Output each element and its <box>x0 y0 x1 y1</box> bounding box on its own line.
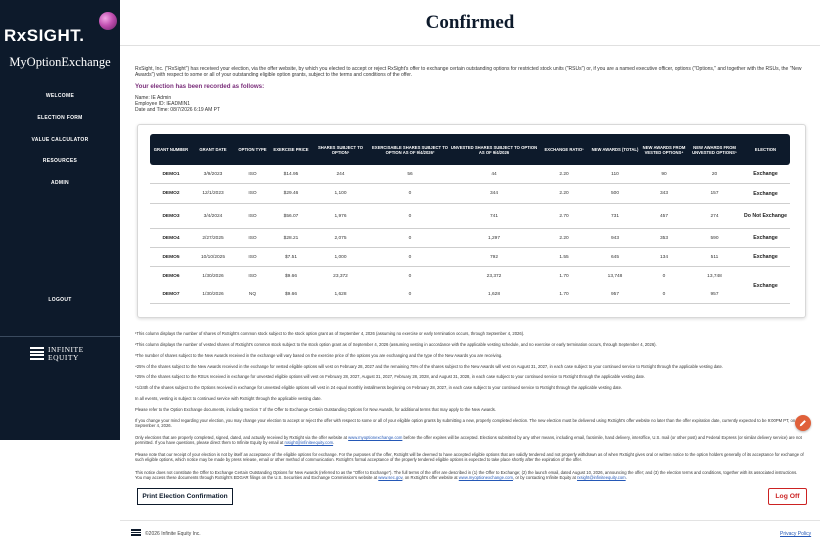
cell-unvested-new: 20 <box>711 171 718 177</box>
terms-note-text-a: This notice does not constitute the Offer to Exchange Certain Outstanding Options for New Awards (referred to as the "Offer to Exchange"). The full terms of the offer are described in (1) the Offer to Exchange; (2) the launch email, dated August 10, 2026, announcing the offer; and (3) the election terms and conditions, together with its associated instructions. You may access these documents through RxSight's EDGAR filings on the U.S. Securities and Exchange Commission's website at <box>135 470 798 481</box>
cell-type: ISO <box>248 191 257 196</box>
receipt-note: Please note that our receipt of your election is not by itself an acceptance of the eligible options for exchange. For the purposes of the offer, RxSight will be deemed to have accepted eligible options that are validly tendered and not properly withdrawn as of when RxSight gives oral or written notice to the option holders generally of its acceptance for exchange of such eligible options, which notice may be made by press release, email or other method of communication. RxSight's formal acceptance of the properly tendered eligible options is expected to take place shortly after the expiration of the offer. <box>135 452 804 463</box>
cell-total: 943 <box>610 235 619 241</box>
footer-divider <box>120 520 820 521</box>
cell-price: $28.21 <box>283 235 299 241</box>
th-exercisable-shares: EXERCISABLE SHARES SUBJECT TO OPTION AS OF 9/4/2026² <box>371 144 448 155</box>
nav-logout[interactable]: LOGOUT <box>48 297 72 303</box>
table-row <box>150 165 790 184</box>
cell-vested-new: 0 <box>662 291 666 297</box>
cell-vested-new: 90 <box>661 171 667 177</box>
cell-exercisable: 0 <box>408 254 412 260</box>
cell-vested-new: 457 <box>659 213 668 219</box>
terms-note-text-d: . <box>625 475 627 481</box>
terms-note-text-b: , on RxSight's offer website at <box>402 475 459 481</box>
cell-unvested: 344 <box>489 191 498 196</box>
log-off-button[interactable]: Log Off <box>768 488 807 505</box>
info-name: Name: IE Admin <box>135 95 172 101</box>
privacy-policy-link[interactable]: Privacy Policy <box>780 531 812 537</box>
cell-exercisable: 0 <box>408 273 412 279</box>
th-election: ELECTION <box>754 147 777 152</box>
pencil-icon <box>799 419 807 427</box>
cell-ratio: 2.70 <box>559 213 569 219</box>
cell-unvested-new: 590 <box>710 235 719 241</box>
intro-text: RxSight, Inc. ("RxSight") has received your election, via the offer website, by which you elected to accept or reject RxSight's offer to exchange certain outstanding options for restricted stock units ("RSUs") or, if you are a named executive officer, options ("Options," and together with the RSUs, the "New Awards") with respect to some or all of your outstanding eligible option grants, subject to the terms and conditions of the offer. <box>135 66 802 79</box>
cell-unvested: 44 <box>491 171 497 177</box>
logo-orb-icon <box>99 12 117 30</box>
cell-type: ISO <box>248 213 257 219</box>
cell-election: Do Not Exchange <box>744 213 787 219</box>
cell-price: $9.66 <box>284 273 297 279</box>
offer-website-link-2[interactable]: www.myoptionexchange.com <box>458 475 513 481</box>
table-row <box>150 184 790 204</box>
cell-price: $56.07 <box>283 213 299 219</box>
cell-election: Exchange <box>753 282 778 289</box>
elections-accepted-note <box>135 435 805 446</box>
cell-grant: DEMO2 <box>162 191 180 196</box>
cell-ratio: 1.70 <box>559 291 569 297</box>
cell-grant: DEMO6 <box>162 273 180 279</box>
cell-exercisable: 0 <box>408 235 412 241</box>
elections-note-text-b: before the offer expires will be accepted. Elections submitted by any other means, including email, facsimile, hand delivery, interoffice, U.S. mail (or other post) and Federal Express (or similar delivery service) are not permitted. If you have questions, please direct them to Infinite Equity by email at <box>135 435 802 446</box>
th-grant-number: GRANT NUMBER <box>153 147 189 152</box>
cell-total: 731 <box>610 213 619 219</box>
vesting-note: In all events, vesting is subject to continued service with RxSight through the applicable vesting date. <box>135 396 322 401</box>
cell-total: 500 <box>610 191 619 196</box>
cell-type: ISO <box>248 254 257 260</box>
cell-shares: 1,628 <box>334 291 347 297</box>
election-table-header <box>150 134 790 165</box>
th-exchange-ratio: EXCHANGE RATIO³ <box>544 147 584 152</box>
partner-line1: INFINITE <box>48 345 84 354</box>
table-row <box>150 229 790 248</box>
cell-election: Exchange <box>753 171 778 177</box>
footnote-3: ³The number of shares subject to the New Awards received in the exchange will vary based on the exercise price of the options you are exchanging and the type of the New Awards you are receiving. <box>135 353 503 358</box>
elections-note-text-c: . <box>333 440 335 446</box>
cell-date: 3/4/2024 <box>203 213 223 219</box>
th-new-awards-unvested: NEW AWARDS FROM UNVESTED OPTIONS⁵ <box>692 144 737 155</box>
cell-ratio: 1.70 <box>559 273 569 279</box>
cell-unvested: 1,297 <box>487 235 500 241</box>
sidebar <box>0 0 120 440</box>
cell-exercisable: 0 <box>408 213 412 219</box>
cell-ratio: 2.20 <box>559 191 569 196</box>
cell-ratio: 2.20 <box>559 235 569 241</box>
sidebar-divider <box>0 336 120 337</box>
cell-grant: DEMO3 <box>162 213 180 219</box>
offer-website-link[interactable]: www.myoptionexchange.com <box>348 435 403 440</box>
cell-exercisable: 56 <box>407 171 413 177</box>
cell-grant: DEMO5 <box>162 254 180 260</box>
th-unvested-shares: UNVESTED SHARES SUBJECT TO OPTION AS OF 9/4/2026 <box>450 144 538 155</box>
cell-type: ISO <box>248 273 257 279</box>
offer-terms-note <box>135 470 805 481</box>
cell-unvested-new: 274 <box>710 213 719 219</box>
cell-election: Exchange <box>753 235 778 241</box>
cell-type: ISO <box>248 235 257 241</box>
cell-grant: DEMO4 <box>162 235 180 241</box>
nav-value-calculator[interactable]: VALUE CALCULATOR <box>31 137 89 143</box>
footnote-6: ⁵1/24th of the shares subject to the Options received in exchange for unvested eligible options will vest in 24 equal monthly installments beginning on February 28, 2027, in each case subject to your continued service to RxSight through the applicable vesting date. <box>135 385 623 390</box>
cell-grant: DEMO7 <box>162 291 180 297</box>
cell-price: $9.66 <box>284 291 297 297</box>
cell-total: 645 <box>610 254 619 260</box>
change-mind-note: If you change your mind regarding your election, you may change your election to accept or reject the offer with respect to some or all of your eligible option grants by submitting a new, properly completed election. The new election must be delivered using RxSight's offer website no later than the offer expiration date, currently expected to be 9:00PM PT, on September 4, 2026. <box>135 418 796 429</box>
support-email-link-2[interactable]: rxsight@infiniteequity.com <box>577 475 626 481</box>
cell-price: $7.51 <box>284 254 297 260</box>
cell-shares: 1,000 <box>334 254 347 260</box>
cell-date: 12/1/2023 <box>202 191 224 196</box>
th-new-awards-total: NEW AWARDS (TOTAL) <box>591 147 639 152</box>
cell-vested-new: 0 <box>662 273 666 279</box>
cell-type: NQ <box>248 291 257 297</box>
cell-unvested-new: 157 <box>710 191 719 196</box>
company-logo <box>4 12 116 46</box>
th-option-type: OPTION TYPE <box>238 147 267 152</box>
cell-unvested: 23,372 <box>486 273 502 279</box>
infinite-equity-logo <box>30 346 100 362</box>
cell-date: 3/9/2023 <box>203 171 223 177</box>
th-exercise-price: EXERCISE PRICE <box>273 147 309 152</box>
copyright: ©2026 Infinite Equity Inc. <box>145 531 201 537</box>
cell-unvested: 1,628 <box>487 291 500 297</box>
nav-resources[interactable]: RESOURCES <box>42 158 78 164</box>
recorded-heading: Your election has been recorded as follows: <box>135 83 265 90</box>
election-info <box>135 95 220 113</box>
cell-date: 1/30/2026 <box>202 273 224 279</box>
cell-total: 110 <box>611 171 619 177</box>
cell-vested-new: 134 <box>659 254 668 260</box>
infinite-equity-wordmark <box>48 346 84 362</box>
footnote-5: ⁵25% of the shares subject to the RSUs received in exchange for unvested eligible options will vest on February 28, 2027, August 31, 2027, February 28, 2028, and August 31, 2028, in each case subject to your continued service to RxSight through the applicable vesting date. <box>135 374 646 379</box>
cell-shares: 2,075 <box>334 235 347 241</box>
cell-shares: 1,976 <box>334 213 347 219</box>
cell-exercisable: 0 <box>408 191 412 196</box>
cell-vested-new: 343 <box>659 191 668 196</box>
nav-welcome[interactable]: WELCOME <box>45 93 75 99</box>
cell-price: $29.46 <box>283 191 299 196</box>
nav-admin[interactable]: ADMIN <box>51 180 69 186</box>
sec-website-link[interactable]: www.sec.gov <box>378 475 403 481</box>
footnote-2: ²This column displays the number of vested shares of RxSight's common stock subject to the stock option grant as of September 4, 2026 (assuming vesting in accordance with the applicable vesting schedule, and no exercise or early termination occurs, through September 4, 2026). <box>135 342 657 347</box>
footnote-1: ¹This column displays the number of shares of RxSight's common stock subject to the stock option grant as of September 4, 2026 (assuming no exercise or early termination occurs, through September 4, 2026). <box>135 331 525 336</box>
cell-election: Exchange <box>753 190 778 197</box>
edit-fab-button[interactable] <box>795 415 811 431</box>
header-divider <box>120 45 820 46</box>
app-name: MyOptionExchange <box>9 55 111 69</box>
cell-date: 2/27/2025 <box>202 235 224 241</box>
cell-shares: 1,100 <box>334 191 347 196</box>
infinite-equity-bars-icon <box>30 347 44 360</box>
cell-unvested-new: 13,748 <box>707 273 722 279</box>
table-row <box>150 267 790 289</box>
cell-vested-new: 353 <box>659 235 668 241</box>
th-shares-subject: SHARES SUBJECT TO OPTION¹ <box>317 144 364 155</box>
logo-text: RxSIGHT. <box>4 26 85 45</box>
table-row <box>150 204 790 229</box>
cell-unvested: 792 <box>489 254 498 260</box>
cell-unvested-new: 957 <box>710 291 719 297</box>
cell-shares: 244 <box>336 171 345 177</box>
cell-date: 10/10/2025 <box>200 254 225 260</box>
cell-price: $14.95 <box>283 171 299 177</box>
support-email-link[interactable]: rxsight@infiniteequity.com <box>284 440 334 446</box>
cell-grant: DEMO1 <box>162 171 180 177</box>
table-row <box>150 248 790 267</box>
terms-note-text-c: , or by contacting Infinite Equity at <box>513 475 578 481</box>
info-datetime: Date and Time: 08/7/2026 6:19 AM PT <box>135 107 221 113</box>
cell-total: 13,748 <box>607 273 623 279</box>
th-new-awards-vested: NEW AWARDS FROM VESTED OPTIONS⁴ <box>642 144 686 155</box>
print-confirmation-button[interactable]: Print Election Confirmation <box>137 488 233 505</box>
cell-election: Exchange <box>753 254 778 260</box>
cell-ratio: 1.55 <box>559 254 569 260</box>
cell-ratio: 2.20 <box>559 171 569 177</box>
footer-logo-icon <box>131 529 141 537</box>
cell-unvested-new: 511 <box>710 254 719 260</box>
table-row <box>150 285 790 304</box>
cell-date: 1/30/2026 <box>202 291 224 297</box>
cell-shares: 23,372 <box>333 273 348 279</box>
footnote-4: ⁴25% of the shares subject to the New Awards received in the exchange for vested eligible options will vest on February 28, 2027 and the remaining 75% of the shares subject to the New Awards will vest on August 31, 2027, in each case subject to your continued service to RxSight through the applicable vesting date. <box>135 364 724 369</box>
elections-note-text-a: Only elections that are properly completed, signed, dated, and actually received by RxSight via the offer website at <box>135 435 349 440</box>
refer-note: Please refer to the Option Exchange documents, including Section 7 of the Offer to Exchange Certain Outstanding Options for New Awards, for additional terms that may apply to the New Awards. <box>135 407 497 412</box>
info-employee-id: Employee ID: IEADMIN1 <box>135 101 191 107</box>
cell-unvested: 741 <box>489 213 498 219</box>
cell-total: 957 <box>610 291 619 297</box>
nav-election-form[interactable]: ELECTION FORM <box>37 115 83 121</box>
partner-line2: EQUITY <box>48 353 79 362</box>
page-title: Confirmed <box>425 12 515 33</box>
cell-exercisable: 0 <box>408 291 412 297</box>
cell-type: ISO <box>248 171 257 177</box>
th-grant-date: GRANT DATE <box>199 147 227 152</box>
